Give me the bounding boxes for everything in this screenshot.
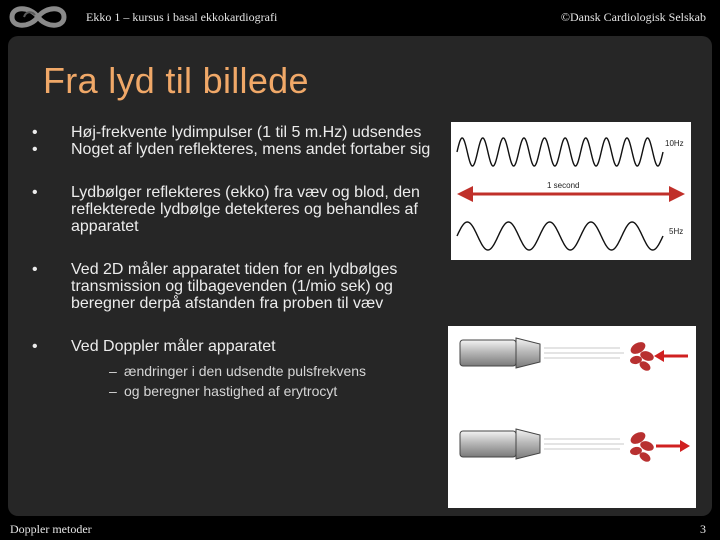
bullet-text: Ved 2D måler apparatet tiden for en lydbølges transmission og tilbagevenden (1/mio sek) og beregner derpå afstanden fra proben til væv (71, 261, 398, 312)
sub-bullet-item (71, 361, 448, 381)
copyright-text: ©Dansk Cardiologisk Selskab (560, 10, 706, 24)
slide-title: Fra lyd til billede (43, 60, 309, 101)
bullet-marker: • (32, 261, 38, 278)
wave-frequency-figure (451, 122, 691, 260)
wave-bottom-label: 5Hz (669, 227, 684, 236)
flow-arrow-left-icon (654, 350, 688, 362)
sub-bullet-marker: – (109, 383, 117, 399)
sub-bullet-list (71, 361, 448, 401)
slide-panel (8, 36, 712, 516)
bullet-text: Noget af lyden reflekteres, mens andet fortaber sig (71, 141, 431, 158)
sound-wave-lines (544, 439, 624, 449)
bullet-marker: • (32, 338, 38, 355)
bullet-item (28, 141, 448, 158)
red-blood-cell-icon (629, 430, 656, 464)
course-title: Ekko 1 – kursus i basal ekkokardiografi (86, 10, 278, 24)
bullet-text: Ved Doppler måler apparatet (71, 338, 276, 355)
doppler-probe-figure (448, 326, 696, 508)
sound-wave-lines (544, 348, 624, 358)
bullet-item (28, 124, 448, 141)
bullet-marker: • (32, 184, 38, 201)
bullet-marker: • (32, 141, 38, 158)
bullet-list (28, 124, 448, 401)
footer-section-title: Doppler metoder (10, 522, 92, 536)
bullet-item (28, 338, 448, 401)
wave-middle-label: 1 second (547, 181, 580, 190)
high-frequency-wave (457, 138, 663, 166)
ultrasound-probe-icon (460, 338, 540, 368)
bullet-text: Lydbølger reflekteres (ekko) fra væv og blod, den reflekterede lydbølge detekteres og behandles af apparatet (71, 184, 420, 235)
bullet-item (28, 184, 448, 235)
flow-arrow-right-icon (656, 440, 690, 452)
low-frequency-wave (457, 222, 663, 250)
sub-bullet-item (71, 381, 448, 401)
wave-top-label: 10Hz (665, 139, 684, 148)
page-number: 3 (700, 522, 706, 536)
bullet-marker: • (32, 124, 38, 141)
header-bar (0, 0, 720, 34)
sub-bullet-text: og beregner hastighed af erytrocyt (124, 383, 338, 399)
ultrasound-probe-icon (460, 429, 540, 459)
red-blood-cell-icon (629, 340, 656, 373)
bullet-text: Høj-frekvente lydimpulser (1 til 5 m.Hz) udsendes (71, 124, 422, 141)
society-logo-icon (4, 2, 74, 32)
sub-bullet-marker: – (109, 363, 117, 379)
sub-bullet-text: ændringer i den udsendte pulsfrekvens (124, 363, 367, 379)
bullet-item (28, 261, 448, 312)
